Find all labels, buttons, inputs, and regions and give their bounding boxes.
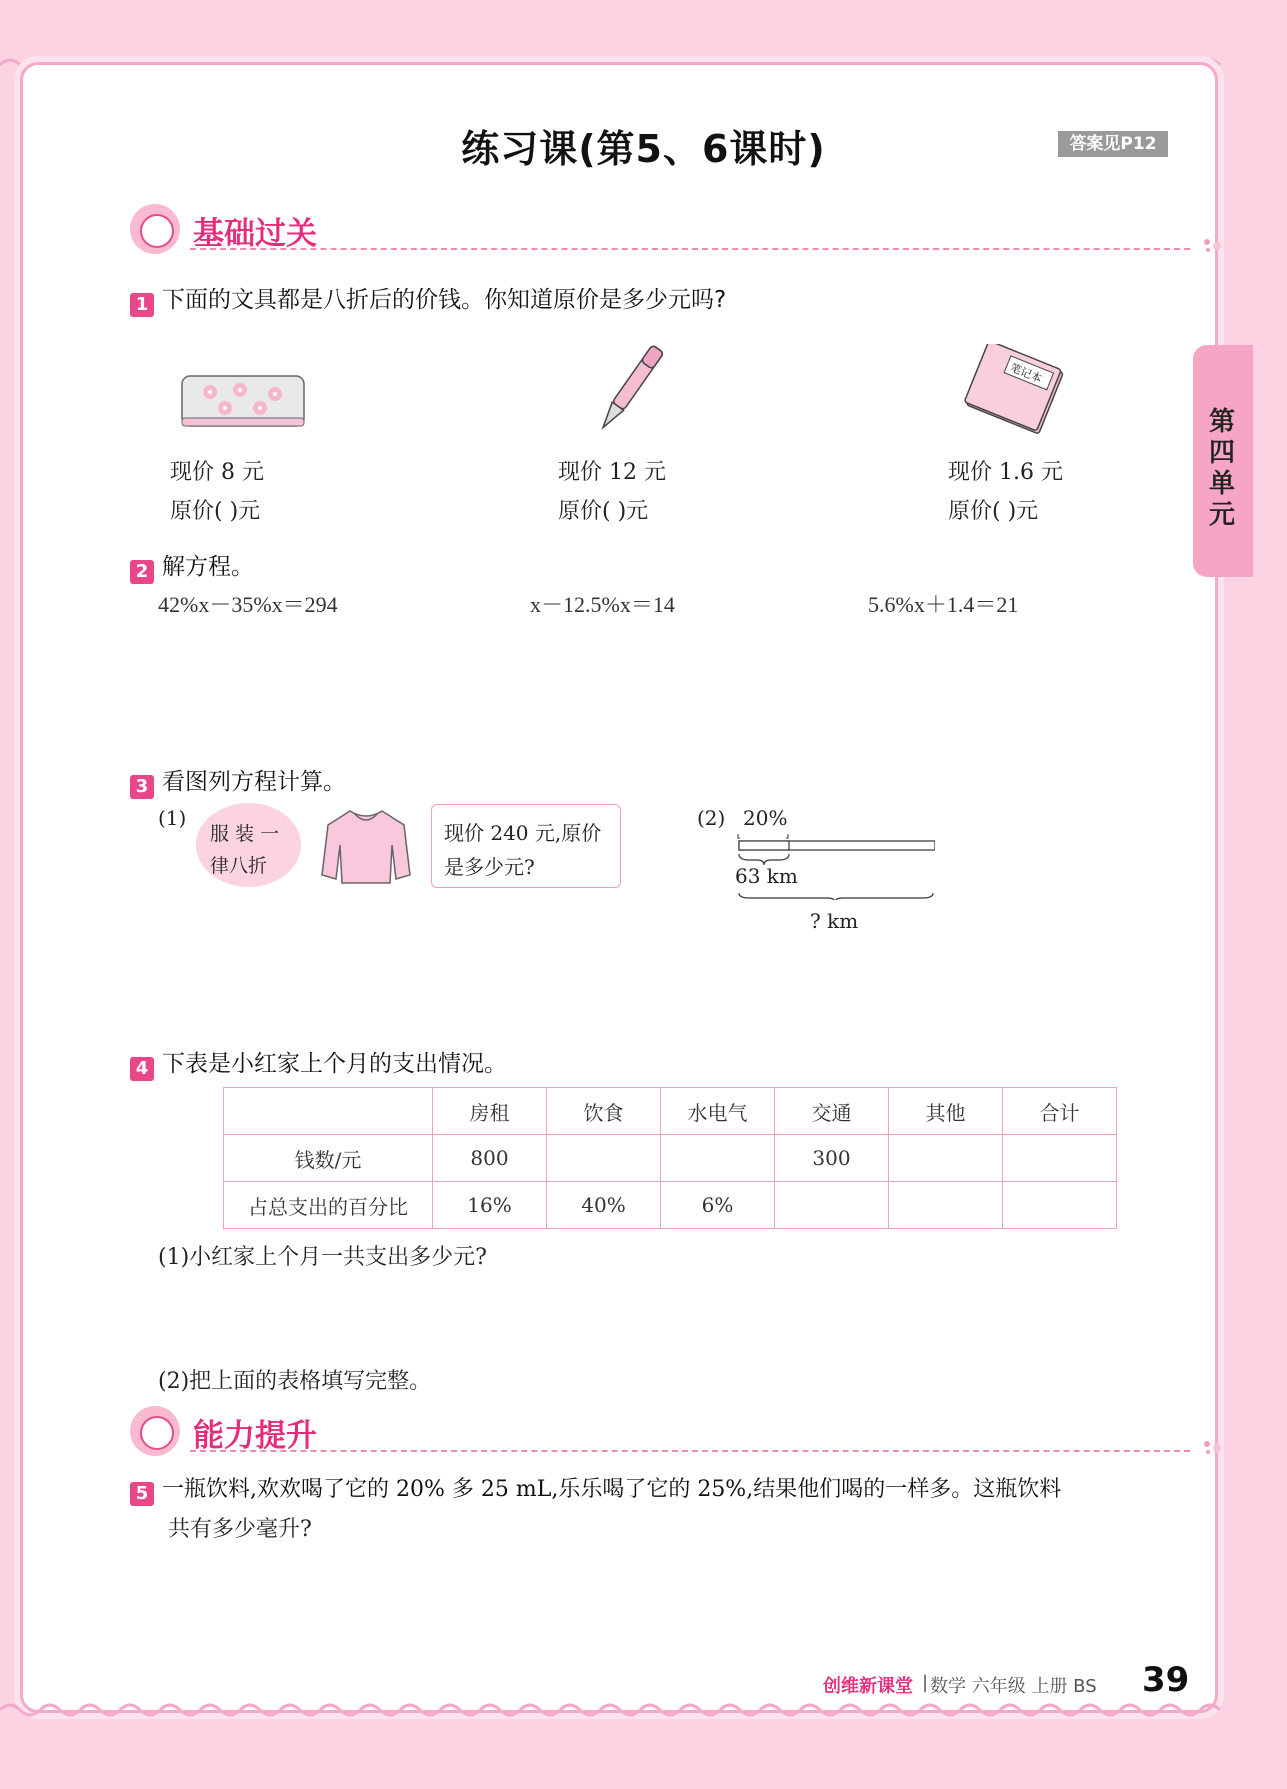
table-header-cell: 水电气 <box>661 1088 775 1135</box>
item2-original-price-blank[interactable]: 原价( )元 <box>558 499 649 524</box>
footer-brand: 创维新课堂 <box>823 1676 913 1697</box>
table-cell[interactable] <box>547 1135 661 1182</box>
section-advanced-title: 能力提升 <box>193 1418 317 1454</box>
table-header-cell: 房租 <box>433 1088 547 1135</box>
notebook-icon <box>960 344 1070 439</box>
answer-reference-badge: 答案见P12 <box>1058 131 1168 157</box>
question-4 <box>130 1045 507 1081</box>
item1-current-price: 现价 8 元 <box>170 460 264 485</box>
question-text: 看图列方程计算。 <box>162 769 346 795</box>
sweater-icon <box>320 805 412 887</box>
table-cell[interactable] <box>889 1135 1003 1182</box>
table-header-cell: 饮食 <box>547 1088 661 1135</box>
question-number: 3 <box>130 775 154 799</box>
notebook-label: 笔记本 <box>1008 361 1044 386</box>
footer-divider: | <box>922 1672 929 1693</box>
table-row <box>224 1088 1117 1135</box>
question-5 <box>130 1472 1061 1506</box>
price-note-line1: 现价 240 元,原价 <box>444 821 602 845</box>
table-cell[interactable] <box>889 1182 1003 1229</box>
question-3 <box>130 763 346 799</box>
section-divider <box>190 248 1190 250</box>
expense-table <box>223 1087 1117 1229</box>
price-note-line2: 是多少元? <box>444 855 535 879</box>
dots-icon <box>1203 237 1223 253</box>
table-header-cell: 交通 <box>775 1088 889 1135</box>
dots-icon <box>1203 1439 1223 1455</box>
table-cell[interactable] <box>661 1135 775 1182</box>
equation-1: 42%x－35%x＝294 <box>158 592 338 617</box>
table-cell: 300 <box>775 1135 889 1182</box>
sale-sign-line1: 服 装 一 <box>210 823 280 845</box>
monkey-mascot-icon <box>130 1406 180 1456</box>
question-text-line2: 共有多少毫升? <box>168 1517 312 1542</box>
table-cell: 6% <box>661 1182 775 1229</box>
page-title: 练习课(第5、6课时) <box>461 127 826 171</box>
price-note-box <box>431 804 621 888</box>
table-cell: 800 <box>433 1135 547 1182</box>
item3-original-price-blank[interactable]: 原价( )元 <box>948 499 1039 524</box>
item3-current-price: 现价 1.6 元 <box>948 460 1063 485</box>
question-number: 1 <box>130 293 154 317</box>
equation-2: x－12.5%x＝14 <box>530 592 675 617</box>
q3-part2-label: (2) <box>697 806 726 830</box>
table-row <box>224 1182 1117 1229</box>
unit-side-tab-label: 第四单元 <box>1208 407 1235 530</box>
table-cell[interactable] <box>1003 1182 1117 1229</box>
footer-book-info: 数学 六年级 上册 BS <box>930 1676 1097 1697</box>
unit-side-tab <box>1193 345 1253 577</box>
pencil-case-icon <box>180 372 308 432</box>
table-row <box>224 1135 1117 1182</box>
item1-original-price-blank[interactable]: 原价( )元 <box>170 499 261 524</box>
q3-part1-label: (1) <box>158 806 187 830</box>
table-cell[interactable] <box>1003 1135 1117 1182</box>
section-basic-title: 基础过关 <box>193 216 317 252</box>
table-header-cell: 其他 <box>889 1088 1003 1135</box>
page-number: 39 <box>1142 1660 1190 1700</box>
sale-sign-line2: 律八折 <box>210 855 268 877</box>
sale-sign <box>196 803 301 887</box>
q4-sub-question-1: (1)小红家上个月一共支出多少元? <box>158 1245 487 1270</box>
table-cell: 16% <box>433 1182 547 1229</box>
question-2 <box>130 548 254 584</box>
segment-unknown-length: ? km <box>810 909 859 933</box>
q4-sub-question-2: (2)把上面的表格填写完整。 <box>158 1369 432 1394</box>
table-header-cell: 合计 <box>1003 1088 1117 1135</box>
question-text: 解方程。 <box>162 554 254 580</box>
equation-3: 5.6%x＋1.4＝21 <box>868 592 1019 617</box>
segment-percent-label: 20% <box>743 806 788 830</box>
table-cell: 40% <box>547 1182 661 1229</box>
table-header-cell <box>224 1088 433 1135</box>
girl-mascot-icon <box>130 204 180 254</box>
question-text: 下面的文具都是八折后的价钱。你知道原价是多少元吗? <box>162 287 727 313</box>
question-number: 2 <box>130 560 154 584</box>
question-text-line1: 一瓶饮料,欢欢喝了它的 20% 多 25 mL,乐乐喝了它的 25%,结果他们喝的一样多。这瓶饮料 <box>162 1477 1062 1502</box>
question-number: 5 <box>130 1482 154 1506</box>
question-text: 下表是小红家上个月的支出情况。 <box>162 1051 507 1077</box>
segment-known-length: 63 km <box>735 864 798 888</box>
question-1 <box>130 281 726 317</box>
table-cell[interactable] <box>775 1182 889 1229</box>
question-number: 4 <box>130 1057 154 1081</box>
fountain-pen-icon <box>585 336 675 442</box>
section-divider <box>190 1450 1190 1452</box>
item2-current-price: 现价 12 元 <box>558 460 666 485</box>
table-cell: 占总支出的百分比 <box>224 1182 433 1229</box>
bottom-wave-border <box>0 1695 1287 1725</box>
table-cell: 钱数/元 <box>224 1135 433 1182</box>
